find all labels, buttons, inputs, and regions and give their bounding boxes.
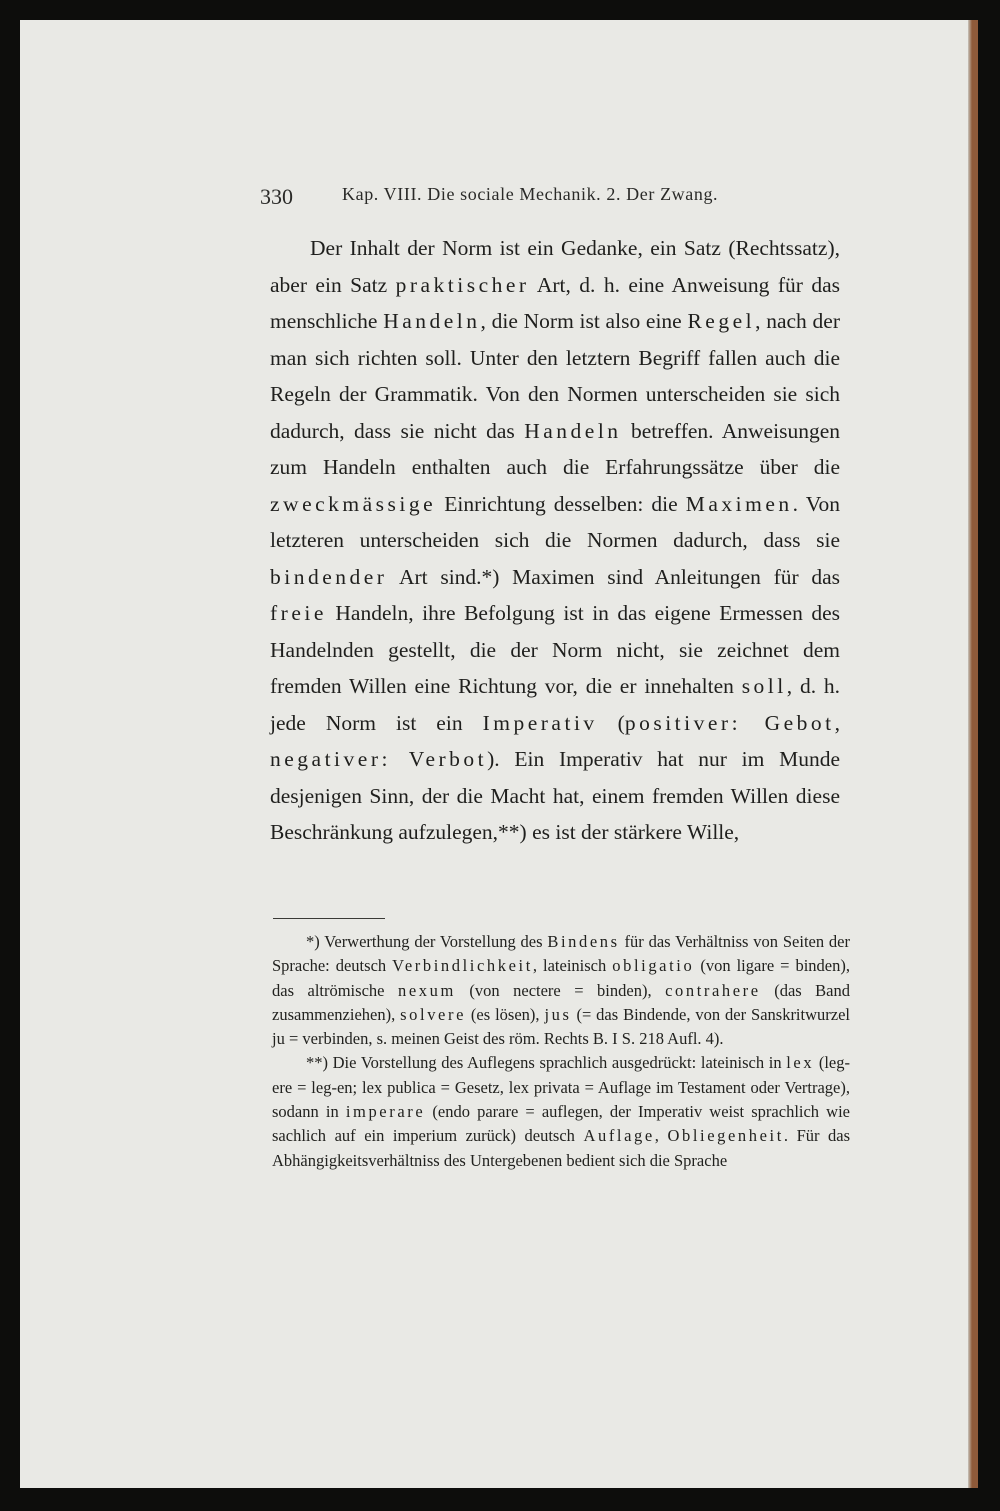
page-number: 330 bbox=[260, 184, 293, 209]
text-run: , lateinisch bbox=[532, 956, 613, 976]
page-edge bbox=[968, 20, 972, 1488]
spaced-emphasis: Imperativ bbox=[482, 710, 598, 735]
spaced-emphasis: contrahere bbox=[665, 980, 761, 1000]
spaced-emphasis: Handeln bbox=[524, 418, 622, 443]
text-run: (es lösen), bbox=[466, 1004, 545, 1024]
footnote-2 bbox=[272, 1051, 850, 1172]
text-run: (= das Bindende, von der Sanskritwurzel ju = verbinden, s. meinen Geist des röm. Rechts B. I S. 218 Aufl. 4). bbox=[272, 1004, 850, 1049]
spaced-emphasis: obligatio bbox=[612, 956, 695, 976]
spaced-emphasis: nexum bbox=[397, 980, 456, 1000]
spaced-emphasis: negativer: Verbot bbox=[270, 747, 488, 771]
text-run: . Von letzteren unterscheiden sich die Normen dadurch, dass sie bbox=[270, 491, 840, 552]
footnotes bbox=[272, 930, 850, 1173]
spaced-emphasis: Regel bbox=[687, 309, 756, 333]
spaced-emphasis: jus bbox=[544, 1004, 572, 1024]
text-run: **) Die Vorstellung des Auflegens sprachlich ausgedrückt: lateinisch in bbox=[306, 1053, 787, 1073]
text-run: , d. h. jede Norm ist ein bbox=[270, 674, 841, 735]
footnote-1 bbox=[272, 930, 850, 1051]
spaced-emphasis: freie bbox=[270, 601, 327, 625]
text-run: Art, d. h. eine Anweisung für das menschliche bbox=[270, 272, 840, 333]
spaced-emphasis: imperare bbox=[345, 1102, 426, 1122]
text-run: Handeln, ihre Befolgung ist in das eigene Ermessen des Handelnden gestellt, die der Norm nicht, sie zeichnet dem fremden Willen eine Richtung vor, die er innehalten bbox=[270, 601, 840, 698]
text-run: , bbox=[654, 1126, 668, 1146]
main-text bbox=[270, 230, 840, 851]
spaced-emphasis: Maximen bbox=[685, 491, 793, 516]
text-run: (das Band zusammenziehen), bbox=[272, 980, 851, 1024]
text-run: für das Verhältniss von Seiten der Sprache: deutsch bbox=[272, 932, 851, 976]
spaced-emphasis: Obliegenheit bbox=[667, 1126, 784, 1146]
spaced-emphasis: Bindens bbox=[547, 932, 620, 951]
text-run: *) Verwerthung der Vorstellung des bbox=[306, 932, 548, 951]
text-run: (endo parare = auflegen, der Imperativ weist sprachlich wie sachlich auf ein imperium zurück) deutsch bbox=[272, 1102, 850, 1146]
text-run: Einrichtung desselben: die bbox=[436, 491, 686, 516]
text-run: (von nectere = binden), bbox=[455, 980, 666, 1000]
spaced-emphasis: zweckmässige bbox=[270, 491, 437, 516]
text-run: (leg-ere = leg-en; lex publica = Gesetz, lex privata = Auflage im Testament oder Vertrage), sodann in bbox=[272, 1053, 851, 1122]
spaced-emphasis: Auflage bbox=[583, 1126, 655, 1146]
text-run: (von ligare = binden), das altrömische bbox=[272, 956, 850, 1000]
footnote-separator bbox=[273, 918, 385, 919]
text-run: Art sind.*) Maximen sind Anleitungen für das bbox=[387, 564, 840, 589]
text-run: , die Norm ist also eine bbox=[480, 309, 688, 333]
running-title: Kap. VIII. Die sociale Mechanik. 2. Der Zwang. bbox=[342, 184, 719, 204]
spaced-emphasis: positiver: Gebot bbox=[624, 710, 835, 735]
book-page bbox=[20, 20, 978, 1488]
text-run: ( bbox=[597, 710, 625, 735]
spaced-emphasis: solvere bbox=[400, 1004, 467, 1024]
spaced-emphasis: soll bbox=[741, 674, 787, 698]
spaced-emphasis: bindender bbox=[270, 564, 388, 589]
text-run: betreffen. Anweisungen zum Handeln enthalten auch die Erfahrungssätze über die bbox=[270, 418, 840, 479]
text-run: ). Ein Imperativ hat nur im Munde desjenigen Sinn, der die Macht hat, einem fremden Willen diese Beschränkung aufzulegen,**) es ist der stärkere Wille, bbox=[270, 747, 841, 844]
spaced-emphasis: Handeln bbox=[383, 309, 481, 333]
spaced-emphasis: Verbindlichkeit bbox=[392, 956, 533, 976]
running-header bbox=[260, 180, 860, 214]
spaced-emphasis: praktischer bbox=[395, 272, 530, 297]
text-run: Der Inhalt der Norm ist ein Gedanke, ein Satz (Rechtssatz), aber ein Satz bbox=[270, 236, 840, 297]
text-run: , nach der man sich richten soll. Unter den letztern Begriff fallen auch die Regeln der Grammatik. Von den Normen unterscheiden sie sich dadurch, dass sie nicht das bbox=[270, 309, 840, 443]
text-run: , bbox=[834, 710, 840, 735]
spaced-emphasis: lex bbox=[786, 1053, 815, 1073]
text-run: . Für das Abhängigkeitsverhältniss des Untergebenen bedient sich die Sprache bbox=[272, 1126, 851, 1170]
main-paragraph bbox=[270, 230, 840, 851]
